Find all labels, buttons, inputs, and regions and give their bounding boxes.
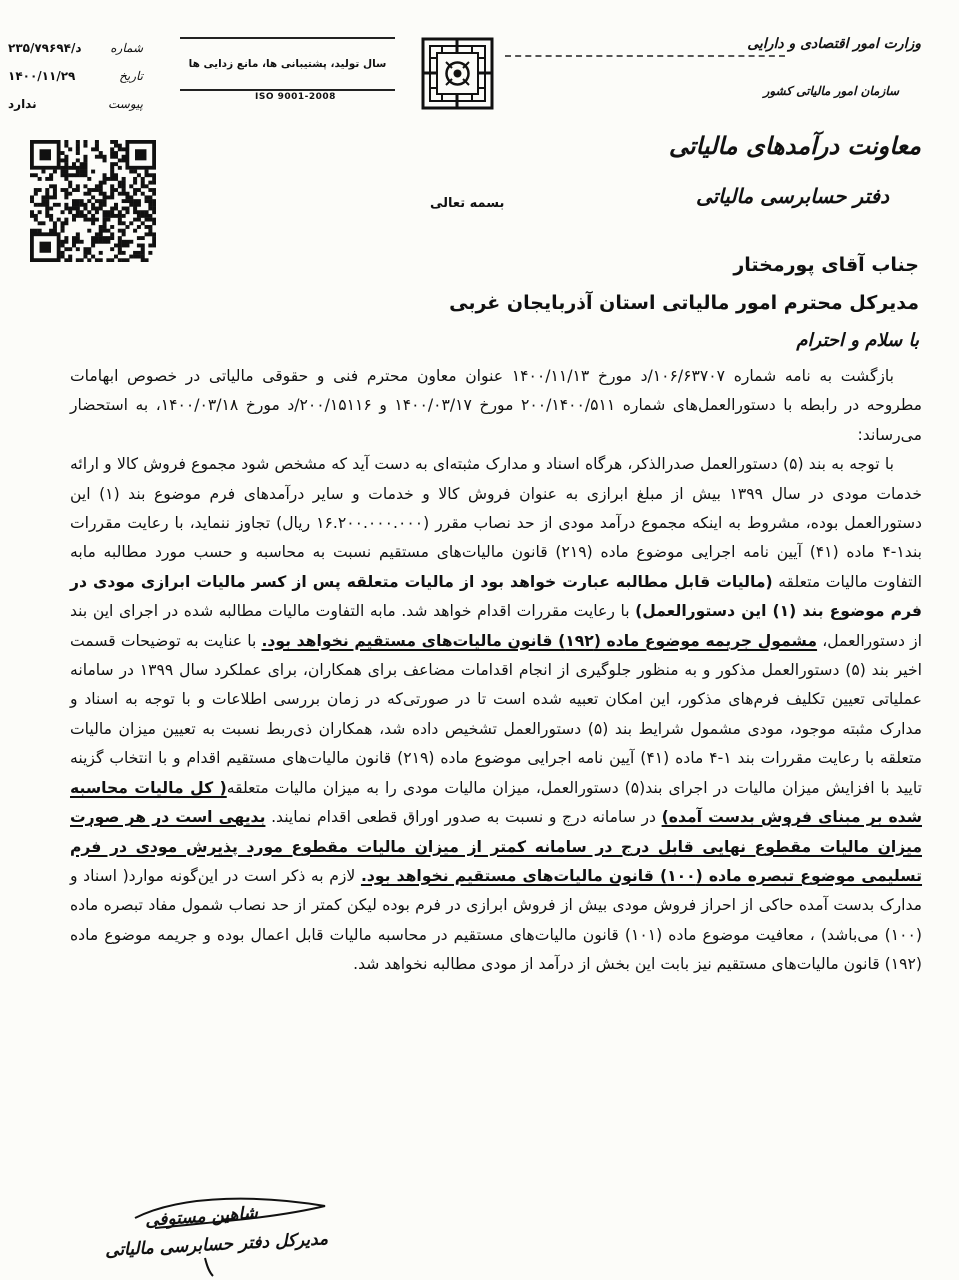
- body-text-segment: بازگشت به نامه شماره ۱۰۶/۶۳۷۰۷/د مورخ ۱۴۰۰/۱۱/۱۳ عنوان معاون محترم فنی و حقوقی مالیاتی در خصوص ابهامات مطروحه در رابطه با دستورالعمل‌های شماره ۲۰۰/۱۴۰۰/۵۱۱ مورخ ۱۴۰۰/۰۳/۱۷ و ۲۰۰/۱۵۱۱۶/د مورخ ۱۴۰۰/۰۳/۱۸، به استحضار می‌رساند:: [70, 367, 922, 444]
- signatory-title: مدیرکل دفتر حسابرسی مالیاتی: [104, 1229, 329, 1261]
- slogan-banner: [180, 37, 395, 91]
- body-text-segment: در سامانه درج و نسبت به صدور اوراق قطعی اقدام نمایند.: [265, 808, 662, 827]
- header-rule: [505, 55, 785, 57]
- qr-code-icon: [30, 140, 156, 262]
- letter-meta: [8, 34, 143, 118]
- signatory-name: شاهین مستوفی: [144, 1203, 259, 1231]
- deputy-name: معاونت درآمدهای مالیاتی: [668, 132, 921, 160]
- emphasized-text-segment: ( کل مالیات محاسبه شده بر مبنای فروش بدست آمده): [70, 778, 922, 827]
- ministry-name: وزارت امور اقتصادی و دارایی: [747, 36, 921, 52]
- body-text-segment: با عنایت به توضیحات قسمت اخیر بند (۵) دستورالعمل مذکور و به منظور جلوگیری از انجام اقدامات مضاعف برای همکاران، برای عملکرد سال ۱۳۹۹ در سامانه عملیاتی تعیین تکلیف فرم‌های مذکور، این امکان تعبیه شده است تا در صورتی‌که در زمان بررسی اطلاعات و با توجه به اسناد و مدارک مثبته موجود، مودی مشمول شرایط بند (۵) دستورالعمل تشخیص داده شد، همکاران ذی‌ربط نسبت به تعیین میزان مالیات متعلقه با رعایت مقررات بند ۱-۴ ماده (۴۱) آیین نامه اجرایی موضوع ماده (۲۱۹) قانون مالیات‌های مستقیم اقدام و با انتخاب گزینه تایید با افزایش میزان مالیات در اجرای بند(۵) دستورالعمل، میزان مالیات مودی را به میزان مالیات متعلقه: [70, 631, 923, 797]
- tax-organization-emblem-icon: [420, 36, 495, 111]
- body-paragraph: [70, 450, 922, 979]
- meta-date: ۱۴۰۰/۱۱/۲۹ تاریخ: [8, 69, 143, 83]
- invocation: بسمه تعالی: [430, 196, 505, 211]
- greeting: با سلام و احترام: [796, 330, 919, 351]
- iso-label: ISO 9001-2008: [255, 92, 336, 102]
- emphasized-text-segment: مشمول جریمه موضوع ماده (۱۹۲) قانون مالیات‌های مستقیم نخواهد بود.: [261, 631, 818, 650]
- organization-name: سازمان امور مالیاتی کشور: [763, 84, 899, 98]
- meta-number: ۲۳۵/۷۹۶۹۴/د شماره: [8, 41, 143, 55]
- addressee-name: جناب آقای پورمختار: [733, 254, 919, 276]
- body-text-segment: با رعایت مقررات اقدام خواهد شد. مابه التفاوت مالیات مطالبه شده در اجرای این بند از دستورالعمل،: [70, 602, 922, 650]
- body-text-segment: با توجه به بند (۵) دستورالعمل صدرالذکر، هرگاه اسناد و مدارک مثبته‌ای به دست آید که مشخص شود مجموع فروش کالا و ارائه خدمات مودی در سال ۱۳۹۹ بیش از مبلغ ابرازی به عنوان فروش کالا و خدمات و سایر درآمدهای فرم موضوع بند (۱) این دستورالعمل بوده، مشروط به اینکه مجموع درآمد مودی از حد نصاب مقرر (۱۶.۲۰۰.۰۰۰.۰۰۰ ریال) تجاوز ننماید، با رعایت مقررات بند۱-۴ ماده (۴۱) آیین نامه اجرایی موضوع ماده (۲۱۹) قانون مالیات‌های مستقیم نسبت به محاسبه و حسب مورد مطالبه مابه التفاوت مالیات متعلقه: [70, 455, 923, 591]
- emphasized-text-segment: (مالیات قابل مطالبه عبارت خواهد بود از مالیات متعلقه پس از کسر مالیات ابرازی مودی در فرم موضوع بند (۱) این دستورالعمل): [70, 572, 922, 621]
- addressee-title: مدیرکل محترم امور مالیاتی استان آذربایجان غربی: [449, 292, 919, 314]
- body-text-segment: لازم به ذکر است در این‌گونه موارد( اسناد و مدارک بدست آمده حاکی از احراز فروش مودی بیش از فروش ابرازی در فرم بوده لیکن کمتر از حد نصاب شمول مفاد تبصره ماده (۱۰۰) می‌باشد) ، معافیت موضوع ماده (۱۰۱) قانون مالیات‌های مستقیم در محاسبه مالیات قابل اعمال بوده و جریمه موضوع ماده (۱۹۲) قانون مالیات‌های مستقیم نیز بابت این بخش از درآمد از مودی مطالبه نخواهد شد.: [70, 866, 923, 974]
- meta-attachment: ندارد پیوست: [8, 97, 143, 111]
- slogan-text: سال تولید، پشتیبانی ها، مانع زدایی ها: [188, 58, 387, 70]
- emphasized-text-segment: بدیهی است در هر صورت میزان مالیات مقطوع نهایی قابل درج در سامانه کمتر از میزان مالیات مقطوع مورد پذیرش مودی در فرم تسلیمی موضوع تبصره ماده (۱۰۰) قانون مالیات‌های مستقیم نخواهد بود.: [70, 808, 923, 885]
- office-name: دفتر حسابرسی مالیاتی: [695, 184, 889, 208]
- body-paragraph: [70, 362, 922, 450]
- letter-body: [70, 362, 922, 980]
